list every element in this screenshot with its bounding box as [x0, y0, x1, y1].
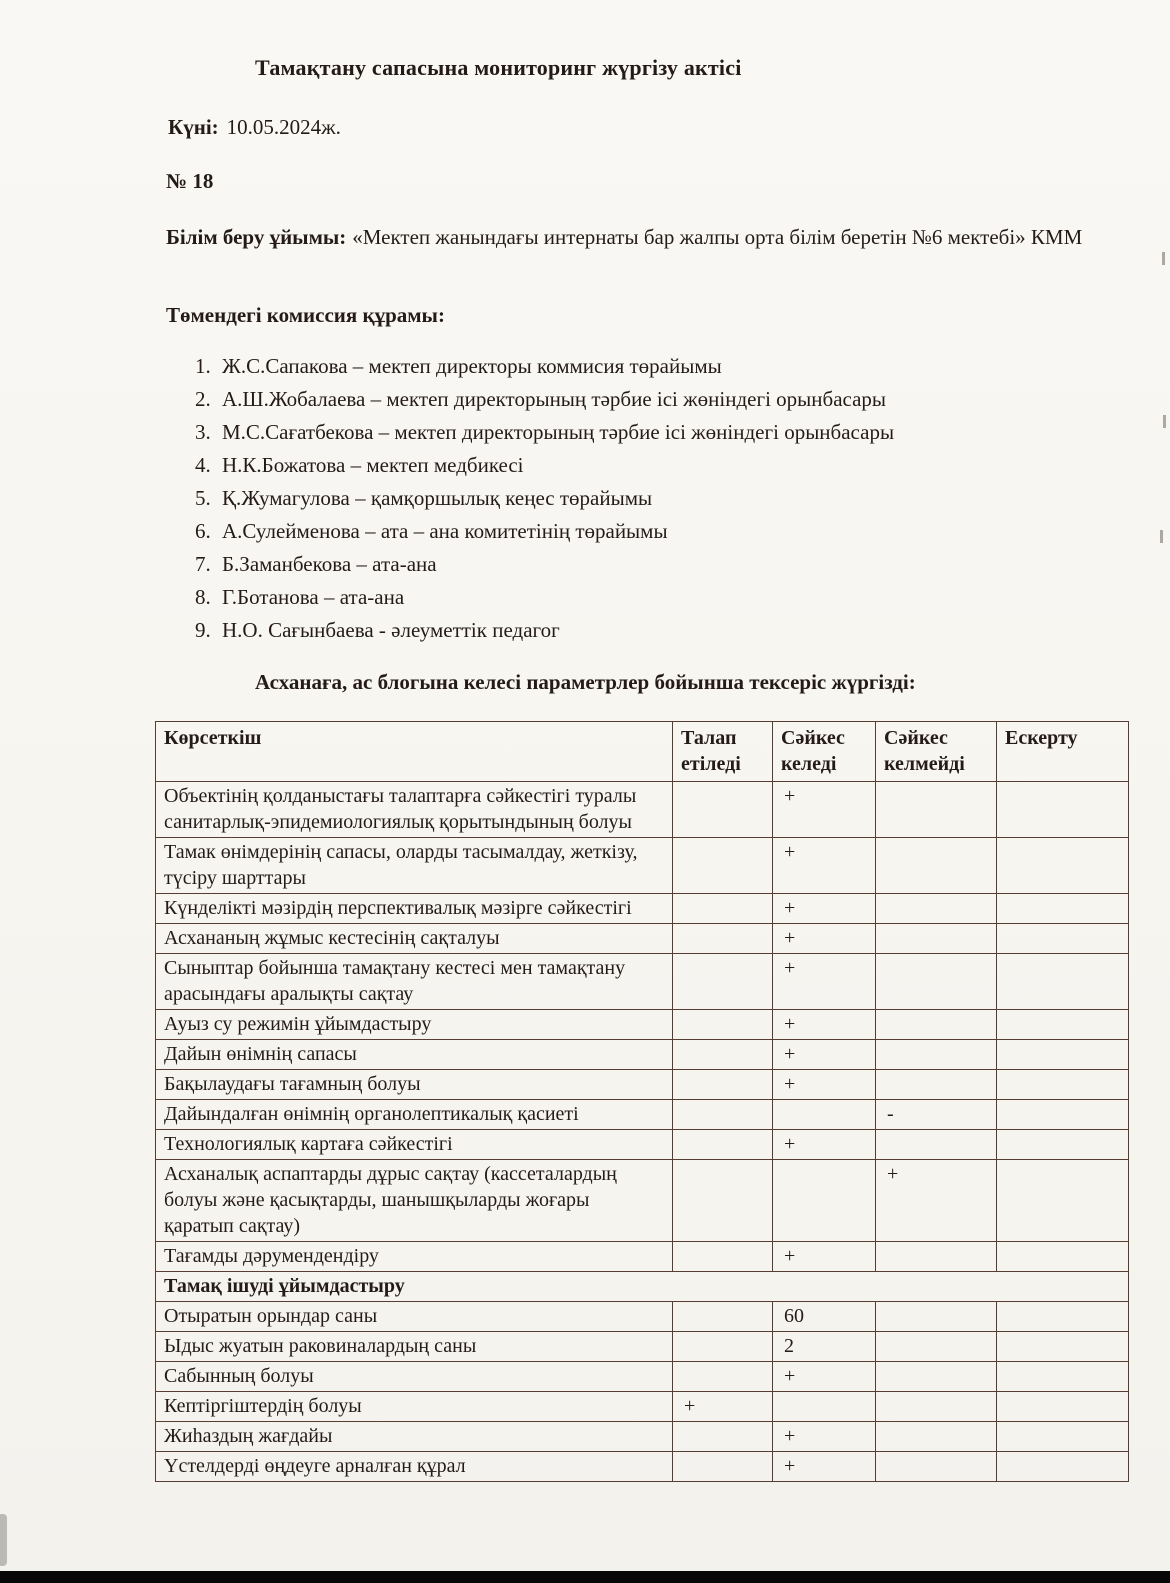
- mark-cell: [673, 838, 773, 894]
- mark-cell: [876, 954, 997, 1010]
- mark-cell: [876, 1452, 997, 1482]
- mark-cell: [876, 1422, 997, 1452]
- mark-cell: [673, 1332, 773, 1362]
- mark-cell: [673, 894, 773, 924]
- commission-member: 4. Н.К.Божатова – мектеп медбикесі: [216, 449, 1068, 482]
- table-row: [156, 1392, 1129, 1422]
- mark-cell: [997, 1452, 1129, 1482]
- mark-cell: [997, 1040, 1129, 1070]
- mark-cell: [997, 1010, 1129, 1040]
- commission-member: 5. Қ.Жумагулова – қамқоршылық кеңес төрайымы: [216, 482, 1068, 515]
- mark-cell: +: [773, 1010, 876, 1040]
- mark-cell: [876, 1302, 997, 1332]
- scan-artifact-tick: [1160, 530, 1163, 543]
- mark-cell: [673, 1452, 773, 1482]
- mark-cell: [997, 1422, 1129, 1452]
- mark-cell: [876, 1130, 997, 1160]
- mark-cell: [673, 782, 773, 838]
- table-row: [156, 924, 1129, 954]
- indicator-cell: Дайындалған өнімнің органолептикалық қасиеті: [156, 1100, 673, 1130]
- table-row: [156, 1302, 1129, 1332]
- mark-cell: +: [773, 1452, 876, 1482]
- date-value: 10.05.2024ж.: [226, 115, 341, 139]
- scan-artifact-tick: [1163, 415, 1166, 428]
- column-header-conforms: Сәйкес келеді: [773, 722, 876, 782]
- mark-cell: [773, 1100, 876, 1130]
- mark-cell: [673, 1010, 773, 1040]
- mark-cell: [876, 1332, 997, 1362]
- mark-cell: [997, 1160, 1129, 1242]
- organization-label: Білім беру ұйымы:: [166, 225, 347, 249]
- mark-cell: [673, 1070, 773, 1100]
- mark-cell: [997, 1332, 1129, 1362]
- table-section-row: [156, 1272, 1129, 1302]
- mark-cell: +: [773, 1070, 876, 1100]
- mark-cell: [673, 1100, 773, 1130]
- table-row: [156, 1422, 1129, 1452]
- mark-cell: [997, 894, 1129, 924]
- table-row: [156, 1242, 1129, 1272]
- indicator-cell: Кептіргіштердің болуы: [156, 1392, 673, 1422]
- table-row: [156, 954, 1129, 1010]
- section-title: Тамақ ішуді ұйымдастыру: [156, 1272, 1129, 1302]
- table-row: [156, 1362, 1129, 1392]
- mark-cell: 60: [773, 1302, 876, 1332]
- mark-cell: +: [773, 1130, 876, 1160]
- mark-cell: +: [773, 924, 876, 954]
- commission-member: 8. Г.Ботанова – ата-ана: [216, 581, 1068, 614]
- mark-cell: +: [773, 782, 876, 838]
- mark-cell: [673, 1130, 773, 1160]
- indicator-cell: Дайын өнімнің сапасы: [156, 1040, 673, 1070]
- table-row: [156, 782, 1129, 838]
- mark-cell: [997, 1242, 1129, 1272]
- column-header-indicator: Көрсеткіш: [156, 722, 673, 782]
- mark-cell: [876, 1040, 997, 1070]
- inspection-table: [155, 721, 1129, 1482]
- mark-cell: [673, 924, 773, 954]
- mark-cell: [673, 1422, 773, 1452]
- commission-list: [168, 350, 1068, 647]
- mark-cell: +: [773, 894, 876, 924]
- mark-cell: +: [673, 1392, 773, 1422]
- indicator-cell: Технологиялық картаға сәйкестігі: [156, 1130, 673, 1160]
- column-header-required: Талап етіледі: [673, 722, 773, 782]
- mark-cell: -: [876, 1100, 997, 1130]
- mark-cell: [876, 1362, 997, 1392]
- mark-cell: +: [773, 1422, 876, 1452]
- organization-value: «Мектеп жанындағы интернаты бар жалпы орта білім беретін №6 мектебі» КММ: [352, 225, 1083, 249]
- mark-cell: [673, 1040, 773, 1070]
- mark-cell: [673, 1242, 773, 1272]
- table-row: [156, 894, 1129, 924]
- table-row: [156, 1160, 1129, 1242]
- scan-artifact-smudge: [0, 1514, 7, 1566]
- table-row: [156, 1040, 1129, 1070]
- mark-cell: [876, 1070, 997, 1100]
- scanner-edge-bar: [0, 1571, 1170, 1583]
- mark-cell: [773, 1160, 876, 1242]
- table-header-row: [156, 722, 1129, 782]
- column-header-not-conforms: Сәйкес келмейді: [876, 722, 997, 782]
- mark-cell: [997, 1100, 1129, 1130]
- mark-cell: +: [773, 1362, 876, 1392]
- table-row: [156, 1100, 1129, 1130]
- mark-cell: [997, 782, 1129, 838]
- mark-cell: [876, 1242, 997, 1272]
- table-row: [156, 1010, 1129, 1040]
- commission-member: 6. А.Сулейменова – ата – ана комитетінің төрайымы: [216, 515, 1068, 548]
- mark-cell: [773, 1392, 876, 1422]
- indicator-cell: Асханалық аспаптарды дұрыс сақтау (кассеталардың болуы және қасықтарды, шанышқыларды жоғары қаратып сақтау): [156, 1160, 673, 1242]
- table-row: [156, 1070, 1129, 1100]
- mark-cell: +: [773, 954, 876, 1010]
- mark-cell: [876, 924, 997, 954]
- indicator-cell: Ауыз су режимін ұйымдастыру: [156, 1010, 673, 1040]
- mark-cell: +: [773, 838, 876, 894]
- indicator-cell: Жиһаздың жағдайы: [156, 1422, 673, 1452]
- mark-cell: +: [773, 1040, 876, 1070]
- inspection-table-body: [156, 782, 1129, 1482]
- commission-member: 2. А.Ш.Жобалаева – мектеп директорының тәрбие ісі жөніндегі орынбасары: [216, 383, 1068, 416]
- column-header-note: Ескерту: [997, 722, 1129, 782]
- mark-cell: [876, 1392, 997, 1422]
- mark-cell: [997, 924, 1129, 954]
- mark-cell: [673, 1160, 773, 1242]
- indicator-cell: Сыныптар бойынша тамақтану кестесі мен тамақтану арасындағы аралықты сақтау: [156, 954, 673, 1010]
- mark-cell: +: [876, 1160, 997, 1242]
- mark-cell: [673, 1362, 773, 1392]
- mark-cell: [997, 1392, 1129, 1422]
- mark-cell: [997, 1070, 1129, 1100]
- mark-cell: [876, 894, 997, 924]
- mark-cell: [673, 1302, 773, 1332]
- mark-cell: [876, 1010, 997, 1040]
- indicator-cell: Бақылаудағы тағамның болуы: [156, 1070, 673, 1100]
- table-row: [156, 838, 1129, 894]
- date-label: Күні:: [168, 115, 219, 139]
- indicator-cell: Күнделікті мәзірдің перспективалық мәзірге сәйкестігі: [156, 894, 673, 924]
- indicator-cell: Тағамды дәрумендендіру: [156, 1242, 673, 1272]
- mark-cell: [997, 954, 1129, 1010]
- indicator-cell: Объектінің қолданыстағы талаптарға сәйкестігі туралы санитарлық-эпидемиологиялық қорытындының болуы: [156, 782, 673, 838]
- document-title: Тамақтану сапасына мониторинг жүргізу актісі: [255, 55, 742, 80]
- mark-cell: [997, 1302, 1129, 1332]
- mark-cell: [997, 1362, 1129, 1392]
- commission-member: 1. Ж.С.Сапакова – мектеп директоры коммисия төрайымы: [216, 350, 1068, 383]
- mark-cell: [876, 838, 997, 894]
- table-row: [156, 1332, 1129, 1362]
- commission-member: 7. Б.Заманбекова – ата-ана: [216, 548, 1068, 581]
- table-row: [156, 1130, 1129, 1160]
- indicator-cell: Сабынның болуы: [156, 1362, 673, 1392]
- indicator-cell: Отыратын орындар саны: [156, 1302, 673, 1332]
- scan-artifact-tick: [1162, 252, 1165, 265]
- indicator-cell: Үстелдерді өңдеуге арналған құрал: [156, 1452, 673, 1482]
- indicator-cell: Асхананың жұмыс кестесінің сақталуы: [156, 924, 673, 954]
- indicator-cell: Ыдыс жуатын раковиналардың саны: [156, 1332, 673, 1362]
- act-number: № 18: [166, 169, 214, 193]
- table-row: [156, 1452, 1129, 1482]
- mark-cell: [997, 838, 1129, 894]
- mark-cell: 2: [773, 1332, 876, 1362]
- mark-cell: [997, 1130, 1129, 1160]
- commission-member: 3. М.С.Сағатбекова – мектеп директорының тәрбие ісі жөніндегі орынбасары: [216, 416, 1068, 449]
- table-intro: Асханаға, ас блогына келесі параметрлер бойынша тексеріс жүргізді:: [255, 670, 916, 694]
- mark-cell: +: [773, 1242, 876, 1272]
- date-line: [168, 115, 341, 140]
- mark-cell: [673, 954, 773, 1010]
- indicator-cell: Тамак өнімдерінің сапасы, оларды тасымалдау, жеткізу, түсіру шарттары: [156, 838, 673, 894]
- commission-member: 9. Н.О. Сағынбаева - әлеуметтік педагог: [216, 614, 1068, 647]
- mark-cell: [876, 782, 997, 838]
- organization-line: [166, 218, 1098, 256]
- commission-heading: Төмендегі комиссия құрамы:: [166, 303, 445, 327]
